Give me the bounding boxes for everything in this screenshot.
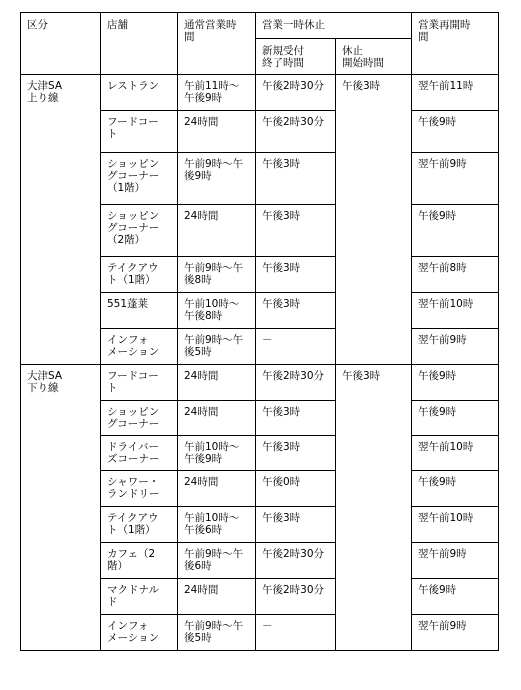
store-cell-text: フードコー ト	[107, 116, 159, 140]
store-cell-text: ショッピン グコーナー （1階）	[107, 158, 160, 194]
order-end-cell	[256, 205, 336, 257]
resume-time-cell-text: 翌午前9時	[418, 620, 467, 632]
regular-hours-cell	[178, 111, 256, 153]
order-end-cell-text: 午後0時	[262, 476, 301, 488]
store-cell-text: ドライバー ズコーナー	[107, 441, 160, 465]
order-end-cell	[256, 507, 336, 543]
regular-hours-cell	[178, 293, 256, 329]
regular-hours-cell	[178, 436, 256, 471]
order-end-cell-text: －	[262, 334, 273, 346]
order-end-cell	[256, 153, 336, 205]
order-end-cell-text: 午後3時	[262, 441, 301, 453]
order-end-cell	[256, 365, 336, 401]
store-cell	[101, 615, 178, 651]
order-end-cell	[256, 436, 336, 471]
order-end-cell-text: 午後2時30分	[262, 548, 325, 560]
regular-hours-cell	[178, 75, 256, 111]
resume-time-cell	[412, 615, 499, 651]
regular-hours-cell-text: 午前10時～ 午後8時	[184, 298, 240, 322]
header-new-order-end: 新規受付 終了時間	[256, 39, 336, 75]
header-store: 店舗	[101, 13, 178, 75]
regular-hours-cell	[178, 365, 256, 401]
resume-time-cell	[412, 579, 499, 615]
resume-time-cell-text: 午後9時	[418, 406, 457, 418]
resume-time-cell-text: 午後9時	[418, 370, 457, 382]
resume-time-cell-text: 翌午前8時	[418, 262, 467, 274]
order-end-cell	[256, 257, 336, 293]
store-cell-text: 551蓬莱	[107, 298, 149, 310]
resume-time-cell-text: 翌午前9時	[418, 158, 467, 170]
regular-hours-cell-text: 午前9時～午 後5時	[184, 334, 244, 358]
regular-hours-cell-text: 午前9時～午 後6時	[184, 548, 244, 572]
store-cell	[101, 293, 178, 329]
resume-time-cell-text: 翌午前9時	[418, 334, 467, 346]
order-end-cell-text: 午後2時30分	[262, 370, 325, 382]
table-header	[21, 13, 499, 75]
order-end-cell	[256, 543, 336, 579]
order-end-cell-text: 午後2時30分	[262, 584, 325, 596]
table-row	[21, 365, 499, 401]
resume-time-cell	[412, 543, 499, 579]
regular-hours-cell-text: 24時間	[184, 210, 219, 222]
order-end-cell	[256, 471, 336, 507]
order-end-cell	[256, 111, 336, 153]
suspension-start-cell-text: 午後3時	[342, 80, 381, 92]
store-cell	[101, 257, 178, 293]
order-end-cell	[256, 401, 336, 436]
resume-time-cell	[412, 507, 499, 543]
regular-hours-cell-text: 24時間	[184, 584, 219, 596]
store-cell	[101, 543, 178, 579]
resume-time-cell-text: 午後9時	[418, 116, 457, 128]
regular-hours-cell-text: 24時間	[184, 116, 219, 128]
store-cell-text: テイクアウ ト（1階）	[107, 262, 159, 286]
store-cell	[101, 579, 178, 615]
resume-time-cell	[412, 329, 499, 365]
store-cell	[101, 153, 178, 205]
regular-hours-cell-text: 午前9時～午 後5時	[184, 620, 244, 644]
store-cell-text: インフォ メーション	[107, 334, 160, 358]
resume-time-cell-text: 翌午前10時	[418, 441, 474, 453]
order-end-cell	[256, 293, 336, 329]
header-regular-hours: 通常営業時 間	[178, 13, 256, 75]
order-end-cell	[256, 615, 336, 651]
regular-hours-cell-text: 24時間	[184, 370, 219, 382]
store-cell	[101, 365, 178, 401]
suspension-start-cell	[336, 75, 412, 365]
resume-time-cell	[412, 471, 499, 507]
header-suspension-start: 休止 開始時間	[336, 39, 412, 75]
regular-hours-cell-text: 午前10時～ 午後9時	[184, 441, 240, 465]
store-cell	[101, 436, 178, 471]
order-end-cell-text: 午後3時	[262, 512, 301, 524]
regular-hours-cell	[178, 329, 256, 365]
regular-hours-cell-text: 午前9時～午 後8時	[184, 262, 244, 286]
store-cell	[101, 401, 178, 436]
suspension-start-cell	[336, 365, 412, 651]
regular-hours-cell	[178, 205, 256, 257]
order-end-cell-text: 午後3時	[262, 262, 301, 274]
regular-hours-cell-text: 24時間	[184, 476, 219, 488]
sa-hours-table	[20, 12, 499, 651]
regular-hours-cell	[178, 471, 256, 507]
header-suspension: 営業一時休止	[256, 13, 412, 39]
order-end-cell-text: 午後2時30分	[262, 116, 325, 128]
store-cell	[101, 471, 178, 507]
order-end-cell-text: 午後3時	[262, 210, 301, 222]
division-cell	[21, 365, 101, 651]
resume-time-cell	[412, 365, 499, 401]
store-cell	[101, 507, 178, 543]
regular-hours-cell	[178, 579, 256, 615]
regular-hours-cell	[178, 153, 256, 205]
resume-time-cell-text: 午後9時	[418, 584, 457, 596]
resume-time-cell	[412, 436, 499, 471]
table-row	[21, 75, 499, 111]
store-cell-text: カフェ（2 階）	[107, 548, 156, 572]
resume-time-cell	[412, 111, 499, 153]
order-end-cell-text: －	[262, 620, 273, 632]
regular-hours-cell-text: 24時間	[184, 406, 219, 418]
store-cell-text: インフォ メーション	[107, 620, 160, 644]
store-cell-text: レストラン	[107, 80, 160, 92]
order-end-cell	[256, 579, 336, 615]
store-cell	[101, 205, 178, 257]
regular-hours-cell-text: 午前9時～午 後9時	[184, 158, 244, 182]
division-cell-text: 大津SA 下り線	[27, 370, 63, 394]
order-end-cell-text: 午後3時	[262, 298, 301, 310]
resume-time-cell-text: 翌午前9時	[418, 548, 467, 560]
store-cell-text: フードコー ト	[107, 370, 159, 394]
resume-time-cell-text: 午後9時	[418, 476, 457, 488]
resume-time-cell-text: 翌午前10時	[418, 298, 474, 310]
regular-hours-cell-text: 午前11時～ 午後9時	[184, 80, 240, 104]
store-cell-text: シャワー・ ランドリー	[107, 476, 160, 500]
resume-time-cell	[412, 401, 499, 436]
resume-time-cell	[412, 293, 499, 329]
store-cell	[101, 111, 178, 153]
header-resume-time: 営業再開時 間	[412, 13, 499, 75]
resume-time-cell-text: 翌午前10時	[418, 512, 474, 524]
table-body	[21, 75, 499, 651]
division-cell-text: 大津SA 上り線	[27, 80, 63, 104]
order-end-cell	[256, 75, 336, 111]
store-cell-text: ショッピン グコーナー （2階）	[107, 210, 160, 246]
resume-time-cell	[412, 75, 499, 111]
resume-time-cell-text: 午後9時	[418, 210, 457, 222]
store-cell	[101, 329, 178, 365]
resume-time-cell	[412, 153, 499, 205]
header-division: 区分	[21, 13, 101, 75]
regular-hours-cell	[178, 401, 256, 436]
resume-time-cell	[412, 205, 499, 257]
order-end-cell-text: 午後3時	[262, 406, 301, 418]
store-cell-text: テイクアウ ト（1階）	[107, 512, 159, 536]
regular-hours-cell	[178, 543, 256, 579]
store-cell-text: ショッピン グコーナー	[107, 406, 160, 430]
suspension-start-cell-text: 午後3時	[342, 370, 381, 382]
resume-time-cell-text: 翌午前11時	[418, 80, 474, 92]
order-end-cell	[256, 329, 336, 365]
resume-time-cell	[412, 257, 499, 293]
store-cell-text: マクドナル ド	[107, 584, 159, 608]
order-end-cell-text: 午後2時30分	[262, 80, 325, 92]
store-cell	[101, 75, 178, 111]
division-cell	[21, 75, 101, 365]
regular-hours-cell	[178, 257, 256, 293]
regular-hours-cell-text: 午前10時～ 午後6時	[184, 512, 240, 536]
regular-hours-cell	[178, 507, 256, 543]
order-end-cell-text: 午後3時	[262, 158, 301, 170]
regular-hours-cell	[178, 615, 256, 651]
